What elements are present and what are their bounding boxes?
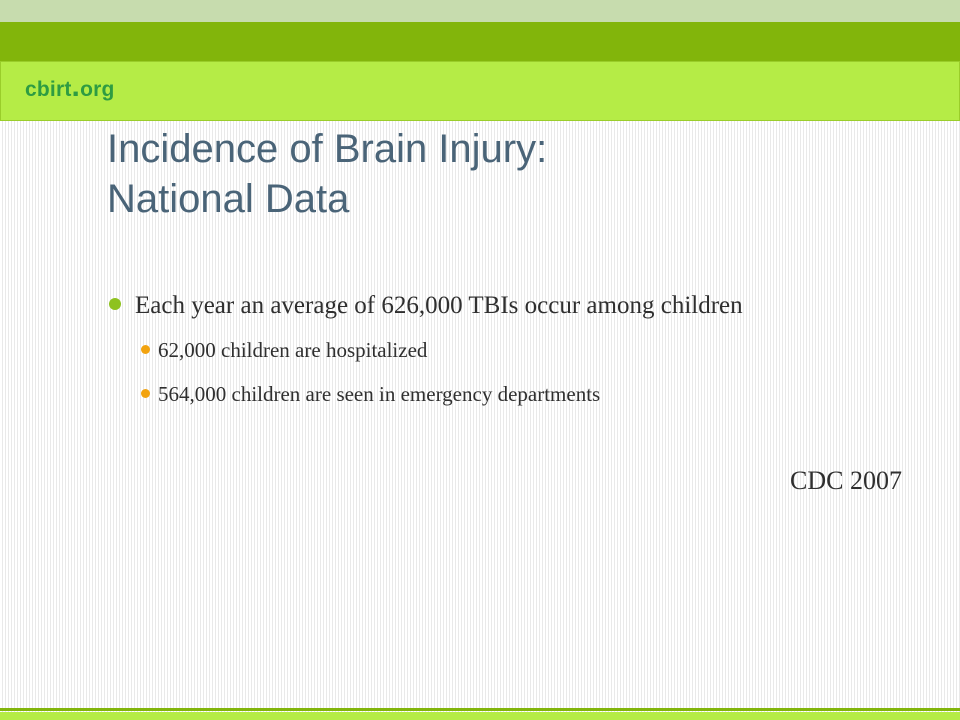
bullet-item-1: Each year an average of 626,000 TBIs occur among children <box>135 292 743 319</box>
title-line-1: Incidence of Brain Injury: <box>107 127 548 171</box>
bullet-item-2: 62,000 children are hospitalized <box>158 338 428 362</box>
top-decorative-strip <box>0 0 960 22</box>
logo-text-tld: org <box>80 78 115 101</box>
logo-dot: . <box>71 70 81 103</box>
logo-text-main: cbirt <box>25 78 72 101</box>
bullet-marker-level1 <box>109 298 121 310</box>
bullet-marker-level2 <box>141 345 150 354</box>
footer-band-light <box>0 712 960 720</box>
cbirt-logo <box>25 70 115 104</box>
slide-title <box>107 124 907 224</box>
title-line-2: National Data <box>107 177 350 221</box>
footer-band-dark <box>0 708 960 711</box>
source-citation: CDC 2007 <box>790 466 902 495</box>
header-band-light <box>0 61 960 121</box>
bullet-marker-level2 <box>141 389 150 398</box>
bullet-item-3: 564,000 children are seen in emergency departments <box>158 382 601 406</box>
header-band-dark <box>0 22 960 62</box>
